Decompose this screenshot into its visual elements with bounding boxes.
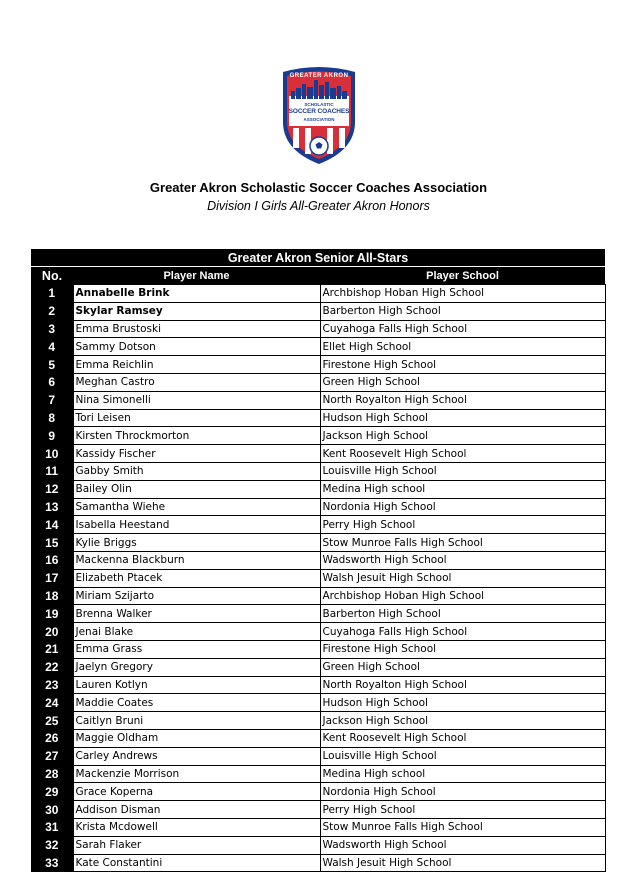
row-number: 18 — [31, 587, 73, 605]
player-school-cell: Perry High School — [320, 516, 605, 534]
player-school-cell: Walsh Jesuit High School — [320, 569, 605, 587]
row-number: 15 — [31, 534, 73, 552]
player-name-cell: Lauren Kotlyn — [73, 676, 320, 694]
row-number: 8 — [31, 409, 73, 427]
table-row — [31, 729, 605, 747]
player-school-cell: North Royalton High School — [320, 676, 605, 694]
shield-crest-icon — [279, 66, 359, 166]
row-number: 14 — [31, 516, 73, 534]
row-number: 13 — [31, 498, 73, 516]
table-row — [31, 409, 605, 427]
player-name-cell: Miriam Szijarto — [73, 587, 320, 605]
player-school-cell: Walsh Jesuit High School — [320, 854, 605, 872]
player-name-cell: Nina Simonelli — [73, 391, 320, 409]
row-number: 11 — [31, 462, 73, 480]
player-name-cell: Mackenna Blackburn — [73, 551, 320, 569]
player-name-cell: Sarah Flaker — [73, 836, 320, 854]
player-school-cell: Wadsworth High School — [320, 836, 605, 854]
row-number: 2 — [31, 302, 73, 320]
player-school-cell: Cuyahoga Falls High School — [320, 623, 605, 641]
table-row — [31, 551, 605, 569]
player-name-cell: Carley Andrews — [73, 747, 320, 765]
logo-arc-text: GREATER AKRON — [289, 73, 349, 79]
table-row — [31, 783, 605, 801]
player-school-cell: Louisville High School — [320, 462, 605, 480]
player-school-cell: Nordonia High School — [320, 498, 605, 516]
player-school-cell: Stow Munroe Falls High School — [320, 534, 605, 552]
player-name-cell: Jenai Blake — [73, 623, 320, 641]
player-name-cell: Krista Mcdowell — [73, 818, 320, 836]
row-number: 7 — [31, 391, 73, 409]
player-school-cell: Hudson High School — [320, 694, 605, 712]
association-logo — [279, 66, 359, 166]
player-school-cell: Perry High School — [320, 801, 605, 819]
player-school-cell: Jackson High School — [320, 427, 605, 445]
player-school-cell: Firestone High School — [320, 640, 605, 658]
player-name-cell: Kirsten Throckmorton — [73, 427, 320, 445]
player-name-cell: Brenna Walker — [73, 605, 320, 623]
column-header-player-school: Player School — [320, 267, 605, 285]
table-row — [31, 676, 605, 694]
row-number: 31 — [31, 818, 73, 836]
row-number: 24 — [31, 694, 73, 712]
table-row — [31, 836, 605, 854]
player-school-cell: Louisville High School — [320, 747, 605, 765]
player-school-cell: Hudson High School — [320, 409, 605, 427]
table-row — [31, 480, 605, 498]
row-number: 19 — [31, 605, 73, 623]
table-row — [31, 516, 605, 534]
table-row — [31, 747, 605, 765]
row-number: 33 — [31, 854, 73, 872]
row-number: 1 — [31, 285, 73, 303]
player-name-cell: Addison Disman — [73, 801, 320, 819]
table-row — [31, 801, 605, 819]
player-name-cell: Kate Constantini — [73, 854, 320, 872]
table-row — [31, 391, 605, 409]
player-school-cell: Nordonia High School — [320, 783, 605, 801]
player-school-cell: Firestone High School — [320, 356, 605, 374]
document-subtitle: Division I Girls All-Greater Akron Honors — [207, 199, 430, 213]
table-row — [31, 534, 605, 552]
player-school-cell: Barberton High School — [320, 302, 605, 320]
player-name-cell: Elizabeth Ptacek — [73, 569, 320, 587]
table-row — [31, 445, 605, 463]
player-name-cell: Annabelle Brink — [73, 285, 320, 303]
table-banner: Greater Akron Senior All-Stars — [31, 249, 605, 267]
player-name-cell: Mackenzie Morrison — [73, 765, 320, 783]
table-row — [31, 338, 605, 356]
player-school-cell: Cuyahoga Falls High School — [320, 320, 605, 338]
player-name-cell: Emma Reichlin — [73, 356, 320, 374]
player-school-cell: North Royalton High School — [320, 391, 605, 409]
document-title: Greater Akron Scholastic Soccer Coaches Association — [149, 180, 488, 195]
row-number: 5 — [31, 356, 73, 374]
row-number: 6 — [31, 373, 73, 391]
row-number: 21 — [31, 640, 73, 658]
player-name-cell: Kylie Briggs — [73, 534, 320, 552]
player-name-cell: Sammy Dotson — [73, 338, 320, 356]
table-row — [31, 285, 605, 303]
player-school-cell: Medina High school — [320, 765, 605, 783]
table-row — [31, 818, 605, 836]
table-row — [31, 320, 605, 338]
row-number: 25 — [31, 712, 73, 730]
table-body — [31, 285, 605, 872]
row-number: 16 — [31, 551, 73, 569]
table-row — [31, 712, 605, 730]
player-school-cell: Kent Roosevelt High School — [320, 445, 605, 463]
table-row — [31, 356, 605, 374]
player-name-cell: Isabella Heestand — [73, 516, 320, 534]
player-school-cell: Green High School — [320, 658, 605, 676]
table-row — [31, 569, 605, 587]
player-name-cell: Jaelyn Gregory — [73, 658, 320, 676]
player-school-cell: Archbishop Hoban High School — [320, 587, 605, 605]
table-row — [31, 658, 605, 676]
logo-line-1: SCHOLASTIC — [304, 102, 334, 107]
player-name-cell: Meghan Castro — [73, 373, 320, 391]
player-school-cell: Kent Roosevelt High School — [320, 729, 605, 747]
all-stars-table — [31, 249, 606, 872]
row-number: 30 — [31, 801, 73, 819]
row-number: 27 — [31, 747, 73, 765]
player-school-cell: Archbishop Hoban High School — [320, 285, 605, 303]
table-row — [31, 498, 605, 516]
player-school-cell: Stow Munroe Falls High School — [320, 818, 605, 836]
player-name-cell: Caitlyn Bruni — [73, 712, 320, 730]
table-row — [31, 605, 605, 623]
row-number: 32 — [31, 836, 73, 854]
row-number: 3 — [31, 320, 73, 338]
row-number: 22 — [31, 658, 73, 676]
table-banner-row — [31, 249, 605, 267]
row-number: 17 — [31, 569, 73, 587]
table-row — [31, 587, 605, 605]
player-school-cell: Jackson High School — [320, 712, 605, 730]
row-number: 20 — [31, 623, 73, 641]
player-name-cell: Skylar Ramsey — [73, 302, 320, 320]
column-header-no: No. — [31, 267, 73, 285]
row-number: 23 — [31, 676, 73, 694]
row-number: 28 — [31, 765, 73, 783]
row-number: 29 — [31, 783, 73, 801]
table-row — [31, 373, 605, 391]
player-school-cell: Medina High school — [320, 480, 605, 498]
player-name-cell: Samantha Wiehe — [73, 498, 320, 516]
row-number: 26 — [31, 729, 73, 747]
column-header-player-name: Player Name — [73, 267, 320, 285]
player-name-cell: Bailey Olin — [73, 480, 320, 498]
row-number: 4 — [31, 338, 73, 356]
row-number: 10 — [31, 445, 73, 463]
player-name-cell: Maddie Coates — [73, 694, 320, 712]
table-row — [31, 462, 605, 480]
logo-line-3: ASSOCIATION — [303, 117, 335, 122]
player-school-cell: Wadsworth High School — [320, 551, 605, 569]
table-row — [31, 623, 605, 641]
table-row — [31, 302, 605, 320]
player-name-cell: Grace Koperna — [73, 783, 320, 801]
table-row — [31, 694, 605, 712]
table-row — [31, 427, 605, 445]
player-name-cell: Maggie Oldham — [73, 729, 320, 747]
row-number: 12 — [31, 480, 73, 498]
player-name-cell: Emma Grass — [73, 640, 320, 658]
player-name-cell: Emma Brustoski — [73, 320, 320, 338]
player-name-cell: Tori Leisen — [73, 409, 320, 427]
row-number: 9 — [31, 427, 73, 445]
logo-line-2: SOCCER COACHES — [288, 108, 350, 115]
player-name-cell: Kassidy Fischer — [73, 445, 320, 463]
table-row — [31, 765, 605, 783]
table-header-row — [31, 267, 605, 285]
table-row — [31, 640, 605, 658]
player-school-cell: Ellet High School — [320, 338, 605, 356]
player-school-cell: Barberton High School — [320, 605, 605, 623]
player-name-cell: Gabby Smith — [73, 462, 320, 480]
player-school-cell: Green High School — [320, 373, 605, 391]
